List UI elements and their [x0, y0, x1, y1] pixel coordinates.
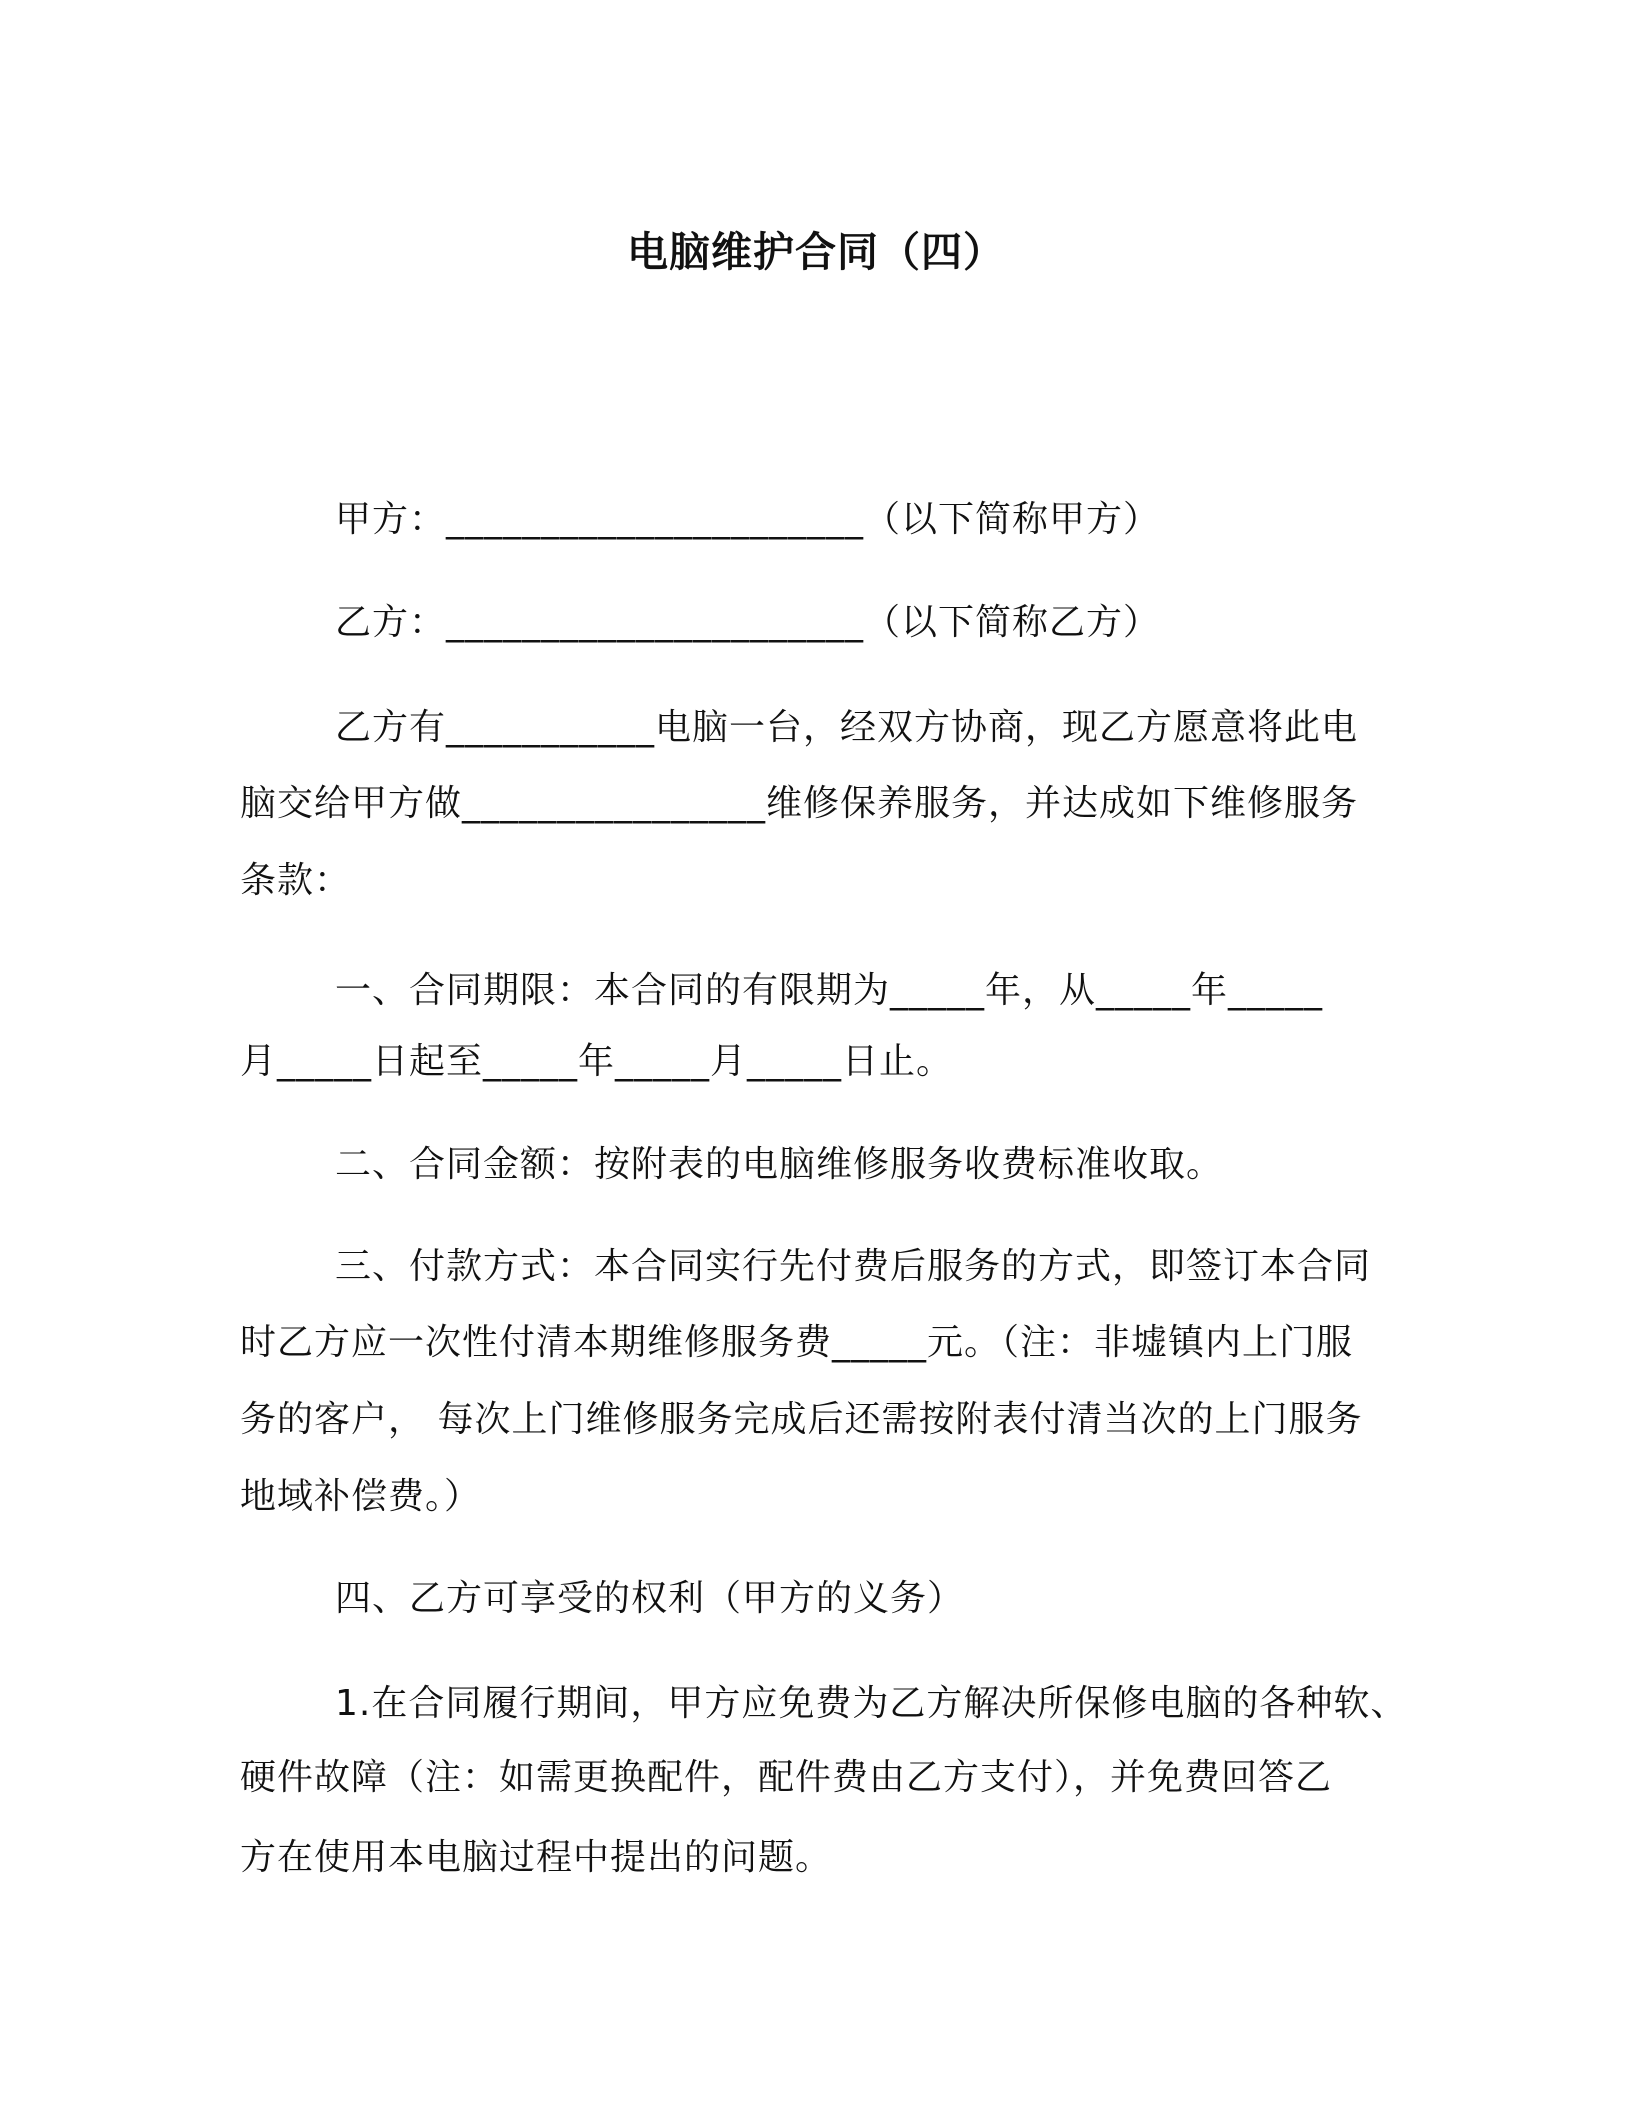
payment-paragraph-line-2: 时乙方应一次性付清本期维修服务费_____元。（注：非墟镇内上门服	[240, 1322, 1354, 1363]
term-paragraph-line-2: 月_____日起至_____年_____月_____日止。	[240, 1041, 954, 1082]
intro-paragraph-line-3: 条款：	[240, 860, 352, 901]
payment-paragraph-line-3: 务的客户， 每次上门维修服务完成后还需按附表付清当次的上门服务	[240, 1399, 1363, 1440]
intro-paragraph-line-2: 脑交给甲方做________________维修保养服务，并达成如下维修服务	[240, 783, 1359, 824]
amount-paragraph: 二、合同金额：按附表的电脑维修服务收费标准收取。	[335, 1144, 1224, 1185]
right-item-1-line-3: 方在使用本电脑过程中提出的问题。	[240, 1837, 833, 1878]
payment-paragraph-line-4: 地域补偿费。）	[240, 1476, 482, 1517]
payment-paragraph-line-1: 三、付款方式：本合同实行先付费后服务的方式，即签订本合同	[335, 1246, 1372, 1287]
term-paragraph-line-1: 一、合同期限：本合同的有限期为_____年，从_____年_____	[335, 970, 1324, 1011]
intro-paragraph-line-1: 乙方有___________电脑一台，经双方协商，现乙方愿意将此电	[335, 707, 1359, 748]
party-b-line: 乙方：______________________（以下简称乙方）	[335, 602, 1161, 643]
rights-heading: 四、乙方可享受的权利（甲方的义务）	[335, 1578, 965, 1619]
party-a-line: 甲方：______________________（以下简称甲方）	[335, 499, 1161, 540]
right-item-1-line-1: 1.在合同履行期间，甲方应免费为乙方解决所保修电脑的各种软、	[335, 1683, 1408, 1724]
page-title: 电脑维护合同（四）	[627, 228, 1005, 276]
right-item-1-line-2: 硬件故障（注：如需更换配件，配件费由乙方支付），并免费回答乙	[240, 1757, 1333, 1798]
